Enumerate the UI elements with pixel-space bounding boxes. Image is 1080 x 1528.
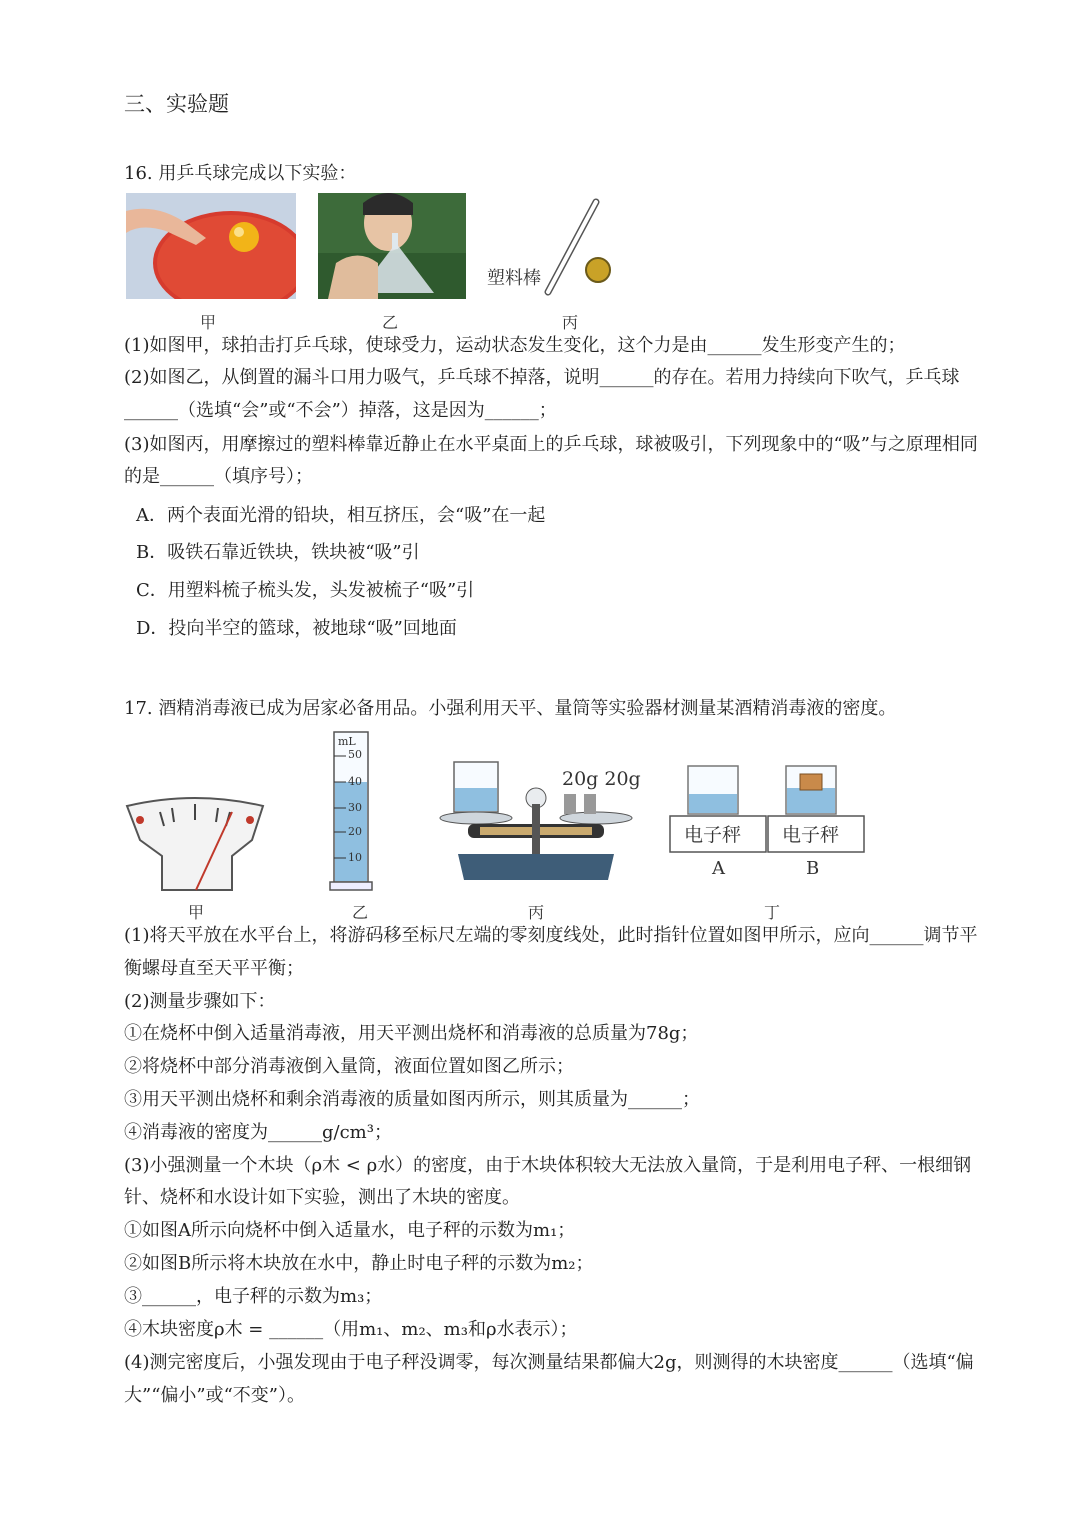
option-a: A．两个表面光滑的铅块，相互挤压，会“吸”在一起 <box>136 505 546 526</box>
cylinder-tick-40: 40 <box>348 775 362 788</box>
q17-line-10: ①如图A所示向烧杯中倒入适量水，电子秤的示数为m₁； <box>124 1220 576 1241</box>
q17-line-13: ④木块密度ρ木 = ______（用m₁、m₂、m₃和ρ水表示）； <box>124 1319 578 1340</box>
q17-title: 17. 酒精消毒液已成为居家必备用品。小强利用天平、量筒等实验器材测量某酒精消毒液的密度。 <box>124 698 897 719</box>
cylinder-tick-30: 30 <box>348 801 362 814</box>
q16-line-2: (2)如图乙，从倒置的漏斗口用力吸气，乒乓球不掉落，说明______的存在。若用力持续向下吹气，乒乓球 <box>124 367 960 388</box>
q17-line-14: (4)测完密度后，小强发现由于电子秤没调零，每次测量结果都偏大2g，则测得的木块密度______（选填“偏 <box>124 1352 974 1373</box>
q17-line-11: ②如图B所示将木块放在水中，静止时电子秤的示数为m₂； <box>124 1253 594 1274</box>
q16-line-5: 的是______（填序号）； <box>124 466 313 487</box>
q17-line-5: ②将烧杯中部分消毒液倒入量筒，液面位置如图乙所示； <box>124 1056 574 1077</box>
caption-yi: 乙 <box>382 313 399 332</box>
scale-label-b: 电子秤 <box>782 824 840 846</box>
figure-paddle-photo <box>126 193 296 299</box>
cylinder-tick-10: 10 <box>348 851 362 864</box>
caption-jia: 甲 <box>200 313 217 332</box>
q16-line-3: ______（选填“会”或“不会”）掉落，这是因为______； <box>124 400 557 421</box>
q17-line-1: (1)将天平放在水平台上，将游码移至标尺左端的零刻度线处，此时指针位置如图甲所示，应向______调节平 <box>124 925 978 946</box>
caption17-ding: 丁 <box>764 903 781 922</box>
figure-funnel-photo <box>318 193 466 299</box>
option-b: B．吸铁石靠近铁块，铁块被“吸”引 <box>136 542 420 563</box>
q16-title: 16. 用乒乓球完成以下实验： <box>124 163 357 184</box>
option-d: D．投向半空的篮球，被地球“吸”回地面 <box>136 618 457 639</box>
q17-line-8: (3)小强测量一个木块（ρ木 < ρ水）的密度，由于木块体积较大无法放入量筒，于是利用电子秤、一根细钢 <box>124 1155 972 1176</box>
option-c: C．用塑料梳子梳头发，头发被梳子“吸”引 <box>136 580 475 601</box>
cylinder-tick-20: 20 <box>348 825 362 838</box>
q17-line-12: ③______，电子秤的示数为m₃； <box>124 1286 383 1307</box>
scale-letter-a: A <box>712 858 725 879</box>
weights-label: 20g 20g <box>562 768 641 790</box>
q17-line-15: 大”“偏小”或“不变”）。 <box>124 1385 306 1406</box>
figure-pointer-dial <box>124 796 266 892</box>
cylinder-tick-50: 50 <box>348 748 362 761</box>
section-title: 三、实验题 <box>124 92 229 116</box>
cylinder-unit: mL <box>338 735 356 748</box>
q17-line-3: (2)测量步骤如下： <box>124 991 276 1012</box>
scale-letter-b: B <box>806 858 820 879</box>
q16-line-1: (1)如图甲，球拍击打乒乓球，使球受力，运动状态发生变化，这个力是由______发生形变产生的； <box>124 335 906 356</box>
q17-line-4: ①在烧杯中倒入适量消毒液，用天平测出烧杯和消毒液的总质量为78g； <box>124 1023 699 1044</box>
rod-label: 塑料棒 <box>487 268 541 289</box>
q17-line-7: ④消毒液的密度为______g/cm³； <box>124 1122 392 1143</box>
q17-line-6: ③用天平测出烧杯和剩余消毒液的质量如图丙所示，则其质量为______； <box>124 1089 700 1110</box>
caption17-bing: 丙 <box>528 903 545 922</box>
caption-bing: 丙 <box>562 313 579 332</box>
caption17-jia: 甲 <box>188 903 205 922</box>
q17-line-9: 针、烧杯和水设计如下实验，测出了木块的密度。 <box>124 1187 520 1208</box>
q16-line-4: (3)如图丙，用摩擦过的塑料棒靠近静止在水平桌面上的乒乓球，球被吸引，下列现象中的“吸”与之原理相同 <box>124 434 978 455</box>
scale-label-a: 电子秤 <box>684 824 742 846</box>
q17-line-2: 衡螺母直至天平平衡； <box>124 958 304 979</box>
caption17-yi: 乙 <box>352 903 369 922</box>
